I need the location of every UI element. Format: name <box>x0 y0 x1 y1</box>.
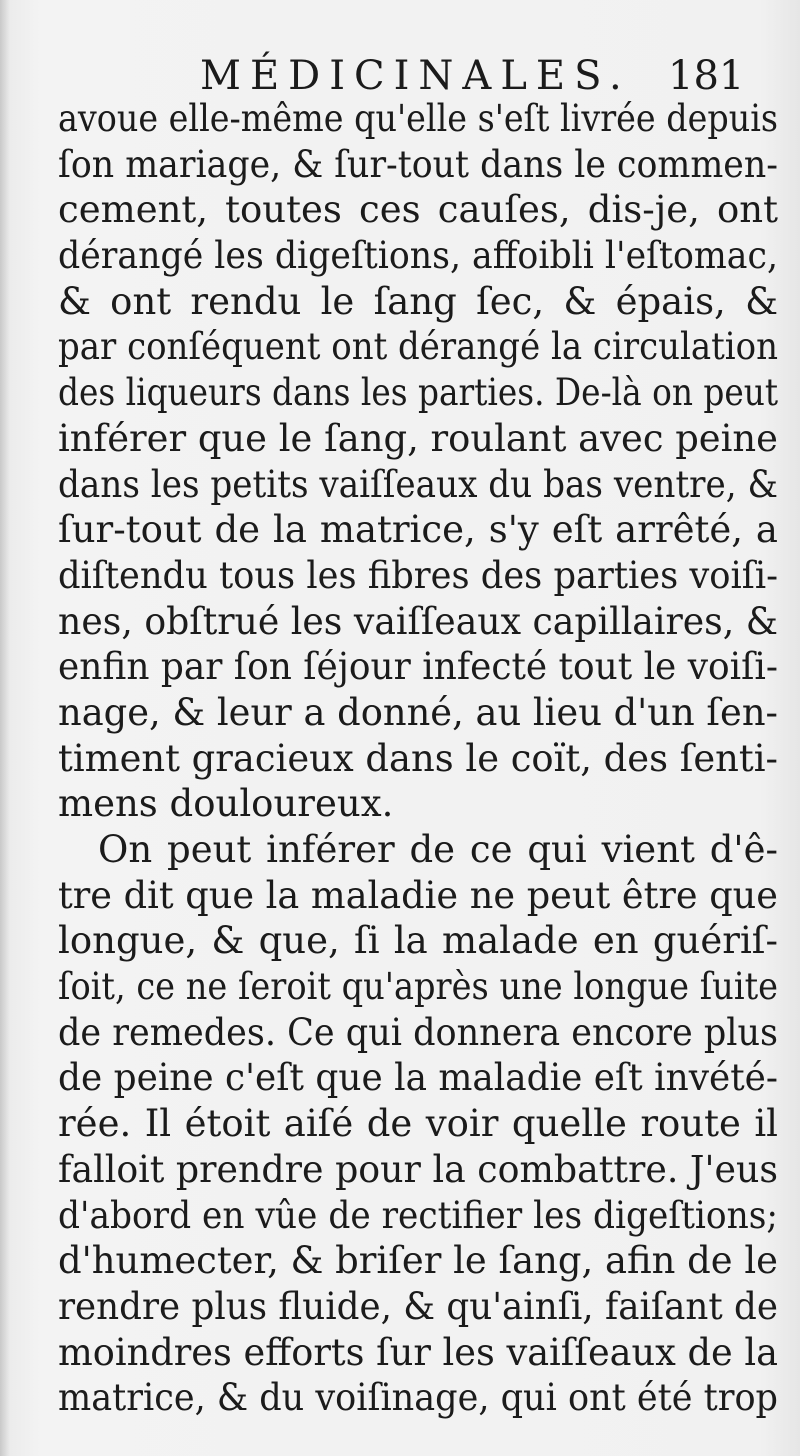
text-line: matrice, & du voiſinage, qui ont été trop <box>58 1376 778 1420</box>
text-line: de peine c'eſt que la maladie eſt invété- <box>58 1056 778 1100</box>
text-line: enfin par ſon ſéjour infecté tout le voiſi- <box>58 645 778 689</box>
text-line: cement, toutes ces cauſes, dis-je, ont <box>58 188 778 232</box>
text-line: d'humecter, & briſer le ſang, afin de le <box>58 1239 778 1283</box>
text-line: avoue elle-même qu'elle s'eſt livrée depuis <box>58 97 778 140</box>
text-line: & ont rendu le ſang ſec, & épais, & <box>58 279 778 323</box>
running-head: MÉDICINALES. <box>200 53 631 99</box>
text-line: d'abord en vûe de rectifier les digeſtions; <box>58 1193 778 1237</box>
text-line: falloit prendre pour la combattre. J'eus <box>58 1147 778 1191</box>
text-line: mens douloureux. <box>58 782 394 826</box>
text-line: rée. Il étoit aiſé de voir quelle route il <box>58 1102 778 1146</box>
text-line: par conſéquent ont dérangé la circulation <box>58 325 778 369</box>
text-line: ſon mariage, & ſur-tout dans le commen- <box>58 142 778 186</box>
text-line: dans les petits vaiſſeaux du bas ventre, & <box>58 462 778 506</box>
body-text <box>58 96 778 1421</box>
paragraph-first-line: On peut inférer de ce qui vient d'ê- <box>98 828 778 871</box>
text-line: ſoit, ce ne ſeroit qu'après une longue ſuite <box>58 965 778 1009</box>
text-line: des liqueurs dans les parties. De-là on peut <box>58 371 778 415</box>
text-line: moindres efforts ſur les vaiſſeaux de la <box>58 1330 778 1374</box>
text-line: tre dit que la maladie ne peut être que <box>58 873 778 917</box>
text-line: dérangé les digeſtions, affoibli l'eſtomac, <box>58 234 778 278</box>
text-line: de remedes. Ce qui donnera encore plus <box>58 1010 778 1054</box>
text-line: longue, & que, ſi la malade en guériſ- <box>58 919 778 963</box>
text-line: ſur-tout de la matrice, s'y eſt arrêté, a <box>58 508 778 552</box>
text-line: timent gracieux dans le coït, des ſenti- <box>58 736 778 780</box>
text-line: diſtendu tous les fibres des parties voiſi- <box>58 553 778 597</box>
page-number: 181 <box>668 53 745 99</box>
text-line: nes, obſtrué les vaiſſeaux capillaires, & <box>58 599 778 643</box>
text-line: nage, & leur a donné, au lieu d'un ſen- <box>58 690 778 734</box>
text-line: rendre plus fluide, & qu'ainſi, faiſant de <box>58 1284 778 1328</box>
text-line: inférer que le ſang, roulant avec peine <box>58 416 778 460</box>
